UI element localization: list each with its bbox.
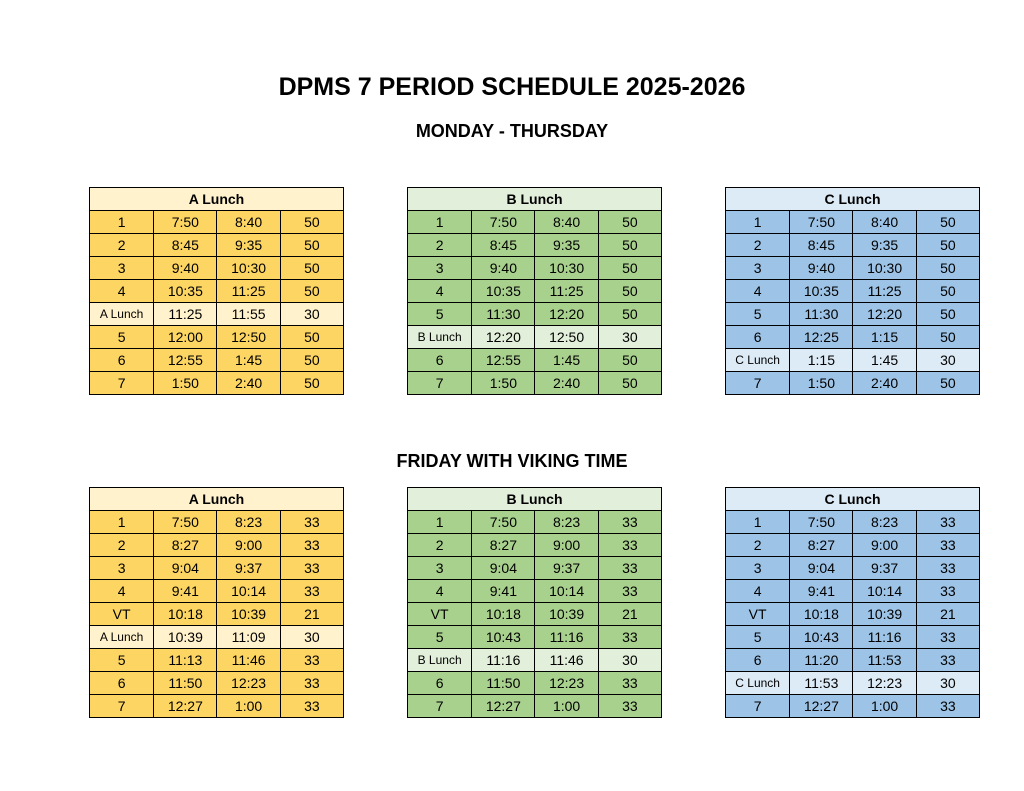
end-time-cell: 1:00	[853, 695, 916, 718]
start-time-cell: 8:45	[154, 234, 217, 257]
period-cell: 3	[726, 557, 790, 580]
period-cell: 1	[726, 511, 790, 534]
start-time-cell: 7:50	[472, 211, 535, 234]
start-time-cell: 12:20	[472, 326, 535, 349]
minutes-cell: 33	[916, 626, 979, 649]
minutes-cell: 50	[598, 303, 661, 326]
end-time-cell: 9:37	[217, 557, 280, 580]
end-time-cell: 9:00	[535, 534, 598, 557]
start-time-cell: 12:55	[472, 349, 535, 372]
end-time-cell: 12:50	[217, 326, 280, 349]
minutes-cell: 50	[280, 234, 343, 257]
section-heading-monday-thursday: MONDAY - THURSDAY	[415, 121, 609, 141]
start-time-cell: 9:40	[154, 257, 217, 280]
minutes-cell: 33	[598, 580, 661, 603]
minutes-cell: 30	[280, 626, 343, 649]
table-row	[90, 349, 344, 372]
table-row	[90, 211, 344, 234]
end-time-cell: 8:40	[217, 211, 280, 234]
minutes-cell: 33	[280, 557, 343, 580]
minutes-cell: 33	[598, 557, 661, 580]
table-header: A Lunch	[90, 488, 344, 511]
lunch-row	[408, 326, 662, 349]
start-time-cell: 11:30	[790, 303, 853, 326]
table-row	[726, 580, 980, 603]
table-header: A Lunch	[90, 188, 344, 211]
start-time-cell: 7:50	[790, 511, 853, 534]
table-row	[408, 257, 662, 280]
period-cell: 4	[726, 580, 790, 603]
period-cell: 4	[90, 280, 154, 303]
lunch-row	[90, 626, 344, 649]
schedule-table-c-lunch-friday	[725, 487, 980, 718]
start-time-cell: 11:50	[472, 672, 535, 695]
minutes-cell: 33	[280, 649, 343, 672]
table-row	[726, 557, 980, 580]
end-time-cell: 12:20	[535, 303, 598, 326]
start-time-cell: 7:50	[790, 211, 853, 234]
period-cell: C Lunch	[726, 349, 790, 372]
table-row	[726, 257, 980, 280]
table-row	[408, 234, 662, 257]
lunch-row	[408, 649, 662, 672]
table-row	[408, 349, 662, 372]
table-row	[726, 695, 980, 718]
minutes-cell: 21	[598, 603, 661, 626]
table-row	[90, 603, 344, 626]
period-cell: 3	[90, 257, 154, 280]
minutes-cell: 21	[916, 603, 979, 626]
end-time-cell: 10:39	[535, 603, 598, 626]
period-cell: 3	[726, 257, 790, 280]
period-cell: 3	[408, 257, 472, 280]
end-time-cell: 11:25	[217, 280, 280, 303]
table-row	[90, 557, 344, 580]
start-time-cell: 1:15	[790, 349, 853, 372]
period-cell: 5	[90, 649, 154, 672]
minutes-cell: 33	[916, 580, 979, 603]
period-cell: 6	[90, 672, 154, 695]
end-time-cell: 12:23	[853, 672, 916, 695]
period-cell: 5	[408, 303, 472, 326]
minutes-cell: 33	[280, 534, 343, 557]
period-cell: VT	[90, 603, 154, 626]
minutes-cell: 50	[598, 372, 661, 395]
table-row	[726, 649, 980, 672]
period-cell: 7	[726, 372, 790, 395]
period-cell: 7	[90, 695, 154, 718]
end-time-cell: 12:23	[535, 672, 598, 695]
period-cell: 4	[726, 280, 790, 303]
start-time-cell: 9:41	[472, 580, 535, 603]
start-time-cell: 8:27	[472, 534, 535, 557]
table-row	[726, 234, 980, 257]
period-cell: 7	[408, 695, 472, 718]
start-time-cell: 10:43	[790, 626, 853, 649]
table-row	[90, 280, 344, 303]
start-time-cell: 1:50	[154, 372, 217, 395]
start-time-cell: 11:25	[154, 303, 217, 326]
start-time-cell: 7:50	[154, 511, 217, 534]
end-time-cell: 11:46	[217, 649, 280, 672]
minutes-cell: 33	[598, 626, 661, 649]
end-time-cell: 9:35	[535, 234, 598, 257]
minutes-cell: 50	[916, 303, 979, 326]
end-time-cell: 12:50	[535, 326, 598, 349]
end-time-cell: 8:23	[217, 511, 280, 534]
table-row	[90, 511, 344, 534]
period-cell: 2	[408, 234, 472, 257]
table-row	[90, 695, 344, 718]
table-row	[408, 534, 662, 557]
schedule-table-a-lunch-mon-thu	[89, 187, 344, 395]
start-time-cell: 1:50	[790, 372, 853, 395]
start-time-cell: 10:18	[790, 603, 853, 626]
table-row	[90, 234, 344, 257]
end-time-cell: 1:45	[853, 349, 916, 372]
end-time-cell: 1:00	[535, 695, 598, 718]
lunch-row	[726, 672, 980, 695]
table-header: C Lunch	[726, 188, 980, 211]
minutes-cell: 33	[598, 511, 661, 534]
start-time-cell: 12:55	[154, 349, 217, 372]
minutes-cell: 50	[280, 349, 343, 372]
end-time-cell: 11:09	[217, 626, 280, 649]
end-time-cell: 11:25	[535, 280, 598, 303]
minutes-cell: 50	[598, 211, 661, 234]
end-time-cell: 11:46	[535, 649, 598, 672]
start-time-cell: 7:50	[154, 211, 217, 234]
end-time-cell: 8:23	[853, 511, 916, 534]
period-cell: 1	[90, 511, 154, 534]
minutes-cell: 50	[280, 326, 343, 349]
end-time-cell: 10:39	[217, 603, 280, 626]
table-row	[90, 672, 344, 695]
start-time-cell: 11:30	[472, 303, 535, 326]
table-row	[726, 303, 980, 326]
start-time-cell: 9:04	[154, 557, 217, 580]
minutes-cell: 50	[280, 211, 343, 234]
period-cell: 7	[90, 372, 154, 395]
start-time-cell: 8:45	[472, 234, 535, 257]
end-time-cell: 9:37	[853, 557, 916, 580]
start-time-cell: 11:53	[790, 672, 853, 695]
start-time-cell: 11:13	[154, 649, 217, 672]
table-row	[726, 603, 980, 626]
minutes-cell: 33	[280, 695, 343, 718]
minutes-cell: 50	[280, 280, 343, 303]
schedule-table-b-lunch-friday	[407, 487, 662, 718]
period-cell: 2	[726, 234, 790, 257]
end-time-cell: 12:20	[853, 303, 916, 326]
period-cell: 2	[726, 534, 790, 557]
end-time-cell: 10:14	[217, 580, 280, 603]
minutes-cell: 50	[916, 372, 979, 395]
start-time-cell: 1:50	[472, 372, 535, 395]
end-time-cell: 11:53	[853, 649, 916, 672]
minutes-cell: 33	[598, 672, 661, 695]
minutes-cell: 30	[598, 649, 661, 672]
start-time-cell: 11:50	[154, 672, 217, 695]
period-cell: 1	[408, 511, 472, 534]
start-time-cell: 11:20	[790, 649, 853, 672]
end-time-cell: 10:39	[853, 603, 916, 626]
start-time-cell: 11:16	[472, 649, 535, 672]
minutes-cell: 50	[916, 234, 979, 257]
minutes-cell: 21	[280, 603, 343, 626]
end-time-cell: 9:35	[853, 234, 916, 257]
table-row	[726, 211, 980, 234]
table-row	[408, 511, 662, 534]
table-row	[90, 372, 344, 395]
minutes-cell: 50	[598, 280, 661, 303]
start-time-cell: 12:25	[790, 326, 853, 349]
period-cell: 7	[408, 372, 472, 395]
table-row	[408, 211, 662, 234]
start-time-cell: 10:43	[472, 626, 535, 649]
minutes-cell: 33	[916, 557, 979, 580]
end-time-cell: 10:30	[853, 257, 916, 280]
table-header: B Lunch	[408, 188, 662, 211]
minutes-cell: 30	[916, 349, 979, 372]
start-time-cell: 8:27	[154, 534, 217, 557]
minutes-cell: 33	[916, 534, 979, 557]
end-time-cell: 9:35	[217, 234, 280, 257]
table-row	[408, 372, 662, 395]
period-cell: VT	[408, 603, 472, 626]
end-time-cell: 11:16	[535, 626, 598, 649]
start-time-cell: 10:35	[154, 280, 217, 303]
end-time-cell: 8:40	[853, 211, 916, 234]
minutes-cell: 33	[916, 695, 979, 718]
period-cell: 1	[408, 211, 472, 234]
end-time-cell: 9:00	[853, 534, 916, 557]
start-time-cell: 9:40	[790, 257, 853, 280]
minutes-cell: 50	[916, 280, 979, 303]
page-title: DPMS 7 PERIOD SCHEDULE 2025-2026	[278, 73, 746, 101]
end-time-cell: 9:00	[217, 534, 280, 557]
period-cell: 6	[726, 326, 790, 349]
end-time-cell: 1:00	[217, 695, 280, 718]
period-cell: 2	[408, 534, 472, 557]
schedule-table-a-lunch-friday	[89, 487, 344, 718]
end-time-cell: 10:14	[853, 580, 916, 603]
minutes-cell: 33	[280, 580, 343, 603]
start-time-cell: 12:27	[472, 695, 535, 718]
end-time-cell: 9:37	[535, 557, 598, 580]
start-time-cell: 9:04	[790, 557, 853, 580]
minutes-cell: 33	[598, 534, 661, 557]
period-cell: B Lunch	[408, 326, 472, 349]
minutes-cell: 50	[598, 234, 661, 257]
period-cell: VT	[726, 603, 790, 626]
table-row	[726, 626, 980, 649]
table-row	[90, 326, 344, 349]
period-cell: 5	[726, 626, 790, 649]
minutes-cell: 30	[598, 326, 661, 349]
period-cell: 5	[90, 326, 154, 349]
table-row	[726, 326, 980, 349]
start-time-cell: 10:35	[472, 280, 535, 303]
table-row	[408, 557, 662, 580]
start-time-cell: 10:18	[472, 603, 535, 626]
period-cell: C Lunch	[726, 672, 790, 695]
period-cell: 4	[90, 580, 154, 603]
period-cell: 5	[726, 303, 790, 326]
period-cell: 3	[90, 557, 154, 580]
start-time-cell: 12:00	[154, 326, 217, 349]
start-time-cell: 9:04	[472, 557, 535, 580]
table-row	[408, 603, 662, 626]
start-time-cell: 10:18	[154, 603, 217, 626]
start-time-cell: 9:40	[472, 257, 535, 280]
schedule-table-b-lunch-mon-thu	[407, 187, 662, 395]
section-heading-friday: FRIDAY WITH VIKING TIME	[396, 451, 628, 471]
period-cell: 4	[408, 580, 472, 603]
start-time-cell: 9:41	[790, 580, 853, 603]
period-cell: 6	[408, 672, 472, 695]
period-cell: 4	[408, 280, 472, 303]
minutes-cell: 33	[280, 511, 343, 534]
table-row	[90, 257, 344, 280]
table-row	[408, 280, 662, 303]
table-row	[90, 534, 344, 557]
period-cell: 6	[90, 349, 154, 372]
end-time-cell: 11:16	[853, 626, 916, 649]
period-cell: 2	[90, 234, 154, 257]
table-header: B Lunch	[408, 488, 662, 511]
end-time-cell: 11:55	[217, 303, 280, 326]
lunch-row	[726, 349, 980, 372]
table-row	[408, 695, 662, 718]
end-time-cell: 2:40	[217, 372, 280, 395]
end-time-cell: 12:23	[217, 672, 280, 695]
minutes-cell: 50	[916, 326, 979, 349]
minutes-cell: 50	[598, 349, 661, 372]
end-time-cell: 10:30	[535, 257, 598, 280]
end-time-cell: 8:40	[535, 211, 598, 234]
minutes-cell: 50	[280, 372, 343, 395]
period-cell: A Lunch	[90, 626, 154, 649]
period-cell: 3	[408, 557, 472, 580]
end-time-cell: 1:15	[853, 326, 916, 349]
start-time-cell: 8:27	[790, 534, 853, 557]
lunch-row	[90, 303, 344, 326]
table-row	[726, 511, 980, 534]
table-row	[408, 626, 662, 649]
start-time-cell: 10:35	[790, 280, 853, 303]
end-time-cell: 8:23	[535, 511, 598, 534]
start-time-cell: 12:27	[790, 695, 853, 718]
period-cell: 5	[408, 626, 472, 649]
table-row	[726, 372, 980, 395]
minutes-cell: 33	[916, 649, 979, 672]
period-cell: B Lunch	[408, 649, 472, 672]
table-row	[408, 672, 662, 695]
table-row	[408, 303, 662, 326]
minutes-cell: 50	[598, 257, 661, 280]
period-cell: 6	[408, 349, 472, 372]
start-time-cell: 7:50	[472, 511, 535, 534]
schedule-table-c-lunch-mon-thu	[725, 187, 980, 395]
table-row	[726, 280, 980, 303]
period-cell: 1	[726, 211, 790, 234]
minutes-cell: 50	[916, 257, 979, 280]
table-row	[408, 580, 662, 603]
start-time-cell: 12:27	[154, 695, 217, 718]
period-cell: 7	[726, 695, 790, 718]
end-time-cell: 10:14	[535, 580, 598, 603]
minutes-cell: 50	[280, 257, 343, 280]
start-time-cell: 8:45	[790, 234, 853, 257]
table-row	[726, 534, 980, 557]
end-time-cell: 2:40	[535, 372, 598, 395]
end-time-cell: 1:45	[535, 349, 598, 372]
minutes-cell: 33	[916, 511, 979, 534]
period-cell: 6	[726, 649, 790, 672]
minutes-cell: 50	[916, 211, 979, 234]
minutes-cell: 30	[280, 303, 343, 326]
minutes-cell: 33	[598, 695, 661, 718]
start-time-cell: 9:41	[154, 580, 217, 603]
end-time-cell: 2:40	[853, 372, 916, 395]
minutes-cell: 30	[916, 672, 979, 695]
minutes-cell: 33	[280, 672, 343, 695]
period-cell: 2	[90, 534, 154, 557]
end-time-cell: 11:25	[853, 280, 916, 303]
table-header: C Lunch	[726, 488, 980, 511]
period-cell: 1	[90, 211, 154, 234]
end-time-cell: 10:30	[217, 257, 280, 280]
table-row	[90, 580, 344, 603]
start-time-cell: 10:39	[154, 626, 217, 649]
table-row	[90, 649, 344, 672]
end-time-cell: 1:45	[217, 349, 280, 372]
period-cell: A Lunch	[90, 303, 154, 326]
